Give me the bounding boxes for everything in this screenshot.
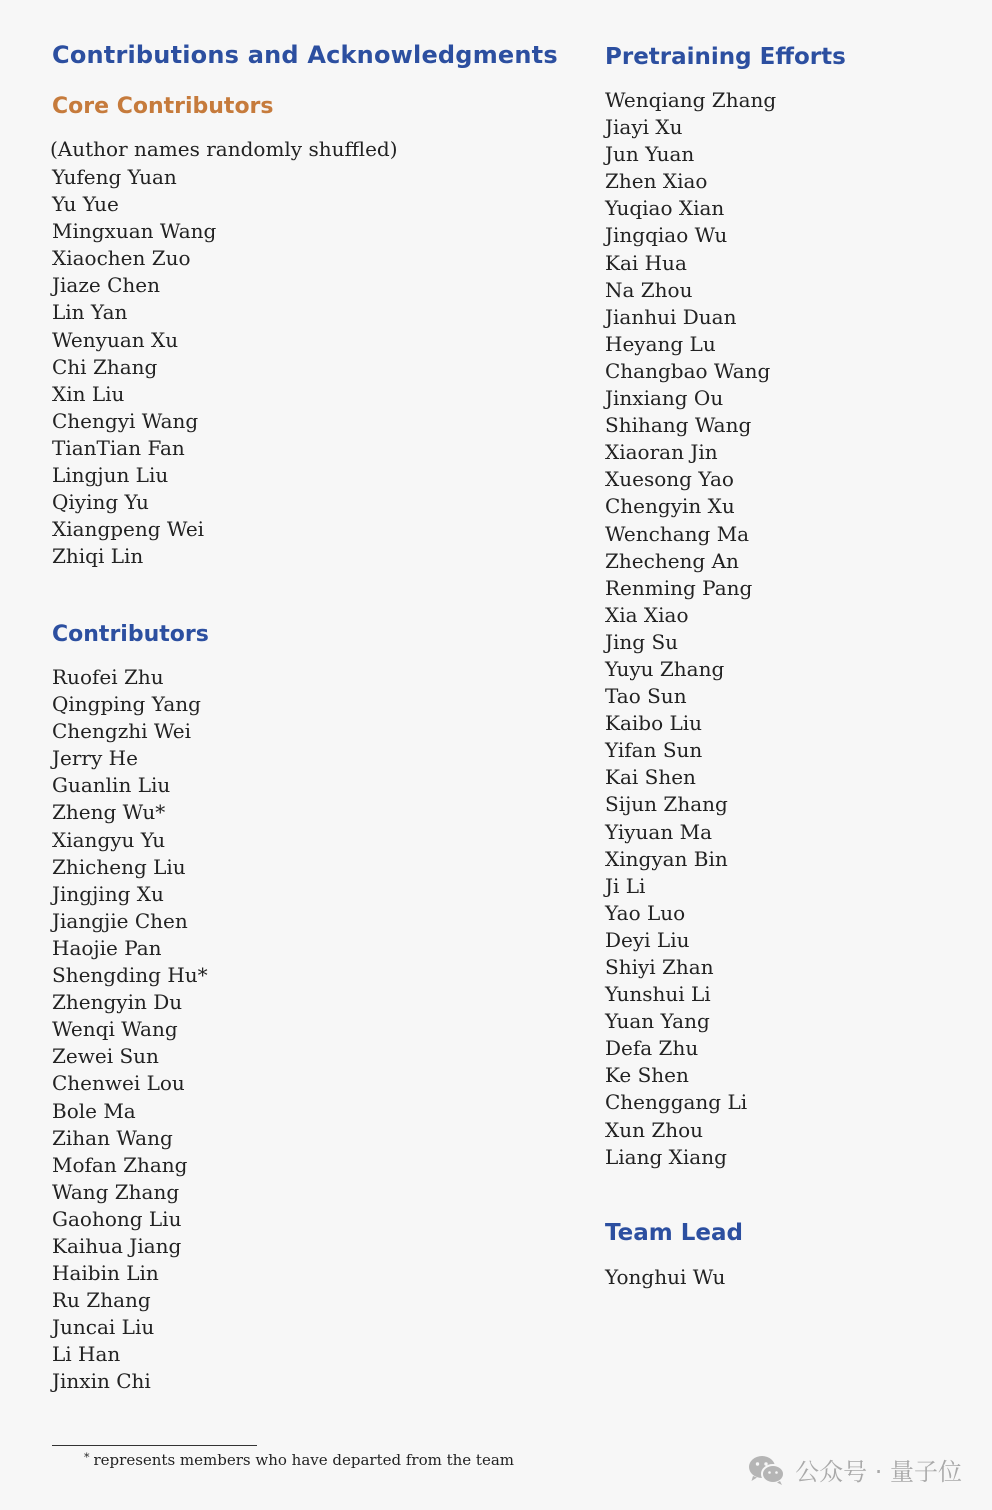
footnote-rule bbox=[52, 1445, 257, 1446]
contributor-name: Ruofei Zhu bbox=[52, 665, 164, 689]
footnote-text: represents members who have departed from the team bbox=[93, 1451, 515, 1469]
core-contributor-name: Zhiqi Lin bbox=[52, 544, 144, 569]
core-contributor-name: Qiying Yu bbox=[52, 490, 149, 515]
core-contributor-name: TianTian Fan bbox=[52, 435, 185, 460]
contributor-name: Bole Ma bbox=[52, 1098, 136, 1123]
pretraining-member-name: Xiaoran Jin bbox=[605, 440, 718, 465]
pretraining-member-name: Zhecheng An bbox=[605, 548, 739, 573]
contributor-name: Jiangjie Chen bbox=[52, 908, 188, 933]
pretraining-member-name: Yifan Sun bbox=[605, 738, 703, 763]
contributor-name: Gaohong Liu bbox=[52, 1206, 182, 1231]
contributor-name: Li Han bbox=[52, 1342, 121, 1367]
pretraining-member-name: Wenqiang Zhang bbox=[605, 88, 777, 112]
watermark bbox=[747, 1452, 962, 1487]
pretraining-member-name: Jingqiao Wu bbox=[605, 223, 728, 248]
pretraining-member-name: Zhen Xiao bbox=[605, 169, 708, 194]
contributor-name: Chenwei Lou bbox=[52, 1071, 185, 1096]
contributor-name: Kaihua Jiang bbox=[52, 1233, 182, 1258]
contributor-name: Wang Zhang bbox=[52, 1179, 180, 1204]
team-lead-list bbox=[605, 1264, 725, 1291]
contributors-heading: Contributors bbox=[52, 622, 209, 647]
core-contributors-heading: Core Contributors bbox=[52, 94, 274, 119]
pretraining-member-name: Yuqiao Xian bbox=[605, 196, 725, 221]
pretraining-member-name: Na Zhou bbox=[605, 277, 693, 302]
core-contributor-name: Lingjun Liu bbox=[52, 463, 169, 488]
contributor-name: Zheng Wu* bbox=[52, 800, 166, 825]
pretraining-member-name: Yuan Yang bbox=[605, 1009, 710, 1034]
pretraining-member-name: Xun Zhou bbox=[605, 1117, 704, 1142]
contributor-name: Jerry He bbox=[52, 746, 138, 771]
wechat-icon bbox=[747, 1453, 787, 1487]
pretraining-member-name: Jing Su bbox=[605, 629, 679, 654]
contributor-name: Guanlin Liu bbox=[52, 773, 171, 798]
pretraining-member-name: Kai Shen bbox=[605, 765, 696, 790]
contributor-name: Ru Zhang bbox=[52, 1288, 151, 1313]
pretraining-member-name: Yiyuan Ma bbox=[605, 819, 712, 844]
pretraining-member-name: Ke Shen bbox=[605, 1063, 689, 1088]
team-lead-name: Yonghui Wu bbox=[605, 1265, 726, 1289]
core-contributor-name: Yu Yue bbox=[52, 192, 119, 217]
pretraining-member-name: Xia Xiao bbox=[605, 602, 689, 627]
core-contributor-name: Xiaochen Zuo bbox=[52, 246, 191, 271]
pretraining-member-name: Yao Luo bbox=[605, 900, 686, 925]
pretraining-member-name: Deyi Liu bbox=[605, 927, 690, 952]
pretraining-member-name: Jiayi Xu bbox=[605, 115, 683, 140]
pretraining-member-name: Yuyu Zhang bbox=[605, 656, 725, 681]
pretraining-list bbox=[605, 87, 776, 1171]
core-contributor-name: Mingxuan Wang bbox=[52, 219, 217, 244]
core-contributor-name: Yufeng Yuan bbox=[52, 165, 177, 189]
core-contributors-note: (Author names randomly shuffled) bbox=[50, 137, 398, 161]
footnote bbox=[84, 1451, 514, 1469]
watermark-text: 公众号 · 量子位 bbox=[795, 1458, 962, 1486]
contributor-name: Jinxin Chi bbox=[52, 1369, 151, 1394]
contributor-name: Xiangyu Yu bbox=[52, 827, 166, 852]
pretraining-member-name: Liang Xiang bbox=[605, 1144, 727, 1169]
pretraining-member-name: Xuesong Yao bbox=[605, 467, 734, 492]
contributor-name: Chengzhi Wei bbox=[52, 719, 192, 744]
pretraining-member-name: Changbao Wang bbox=[605, 358, 771, 383]
pretraining-member-name: Chenggang Li bbox=[605, 1090, 748, 1115]
pretraining-member-name: Sijun Zhang bbox=[605, 792, 728, 817]
core-contributor-name: Wenyuan Xu bbox=[52, 327, 179, 352]
contributors-list bbox=[52, 664, 208, 1396]
pretraining-member-name: Jun Yuan bbox=[605, 142, 695, 167]
core-contributor-name: Xin Liu bbox=[52, 381, 125, 406]
contributor-name: Zhicheng Liu bbox=[52, 854, 186, 879]
pretraining-efforts-heading: Pretraining Efforts bbox=[605, 44, 846, 70]
core-contributors-list bbox=[52, 164, 216, 570]
pretraining-member-name: Tao Sun bbox=[605, 684, 687, 709]
pretraining-member-name: Xingyan Bin bbox=[605, 846, 728, 871]
contributor-name: Jingjing Xu bbox=[52, 881, 164, 906]
contributor-name: Wenqi Wang bbox=[52, 1017, 178, 1042]
contributor-name: Qingping Yang bbox=[52, 692, 201, 717]
core-contributor-name: Chengyi Wang bbox=[52, 408, 199, 433]
pretraining-member-name: Renming Pang bbox=[605, 575, 753, 600]
pretraining-member-name: Jianhui Duan bbox=[605, 304, 737, 329]
contributor-name: Haibin Lin bbox=[52, 1261, 159, 1286]
core-contributor-name: Chi Zhang bbox=[52, 354, 158, 379]
pretraining-member-name: Heyang Lu bbox=[605, 331, 716, 356]
pretraining-member-name: Jinxiang Ou bbox=[605, 386, 724, 411]
contributor-name: Juncai Liu bbox=[52, 1315, 155, 1340]
contributor-name: Shengding Hu* bbox=[52, 963, 208, 988]
page-title: Contributions and Acknowledgments bbox=[52, 41, 558, 69]
pretraining-member-name: Shiyi Zhan bbox=[605, 955, 714, 979]
contributor-name: Haojie Pan bbox=[52, 935, 162, 960]
pretraining-member-name: Kai Hua bbox=[605, 250, 687, 275]
pretraining-member-name: Shihang Wang bbox=[605, 413, 752, 438]
pretraining-member-name: Defa Zhu bbox=[605, 1036, 699, 1061]
contributor-name: Zihan Wang bbox=[52, 1125, 173, 1150]
contributor-name: Mofan Zhang bbox=[52, 1152, 188, 1177]
team-lead-heading: Team Lead bbox=[605, 1220, 743, 1246]
footnote-marker: * bbox=[84, 1451, 90, 1464]
pretraining-member-name: Chengyin Xu bbox=[605, 494, 735, 519]
pretraining-member-name: Yunshui Li bbox=[605, 982, 711, 1007]
core-contributor-name: Xiangpeng Wei bbox=[52, 517, 205, 542]
core-contributor-name: Jiaze Chen bbox=[52, 273, 160, 298]
contributor-name: Zewei Sun bbox=[52, 1044, 159, 1069]
contributor-name: Zhengyin Du bbox=[52, 990, 183, 1015]
pretraining-member-name: Wenchang Ma bbox=[605, 521, 750, 546]
pretraining-member-name: Ji Li bbox=[605, 873, 646, 898]
core-contributor-name: Lin Yan bbox=[52, 300, 128, 325]
pretraining-member-name: Kaibo Liu bbox=[605, 711, 703, 736]
